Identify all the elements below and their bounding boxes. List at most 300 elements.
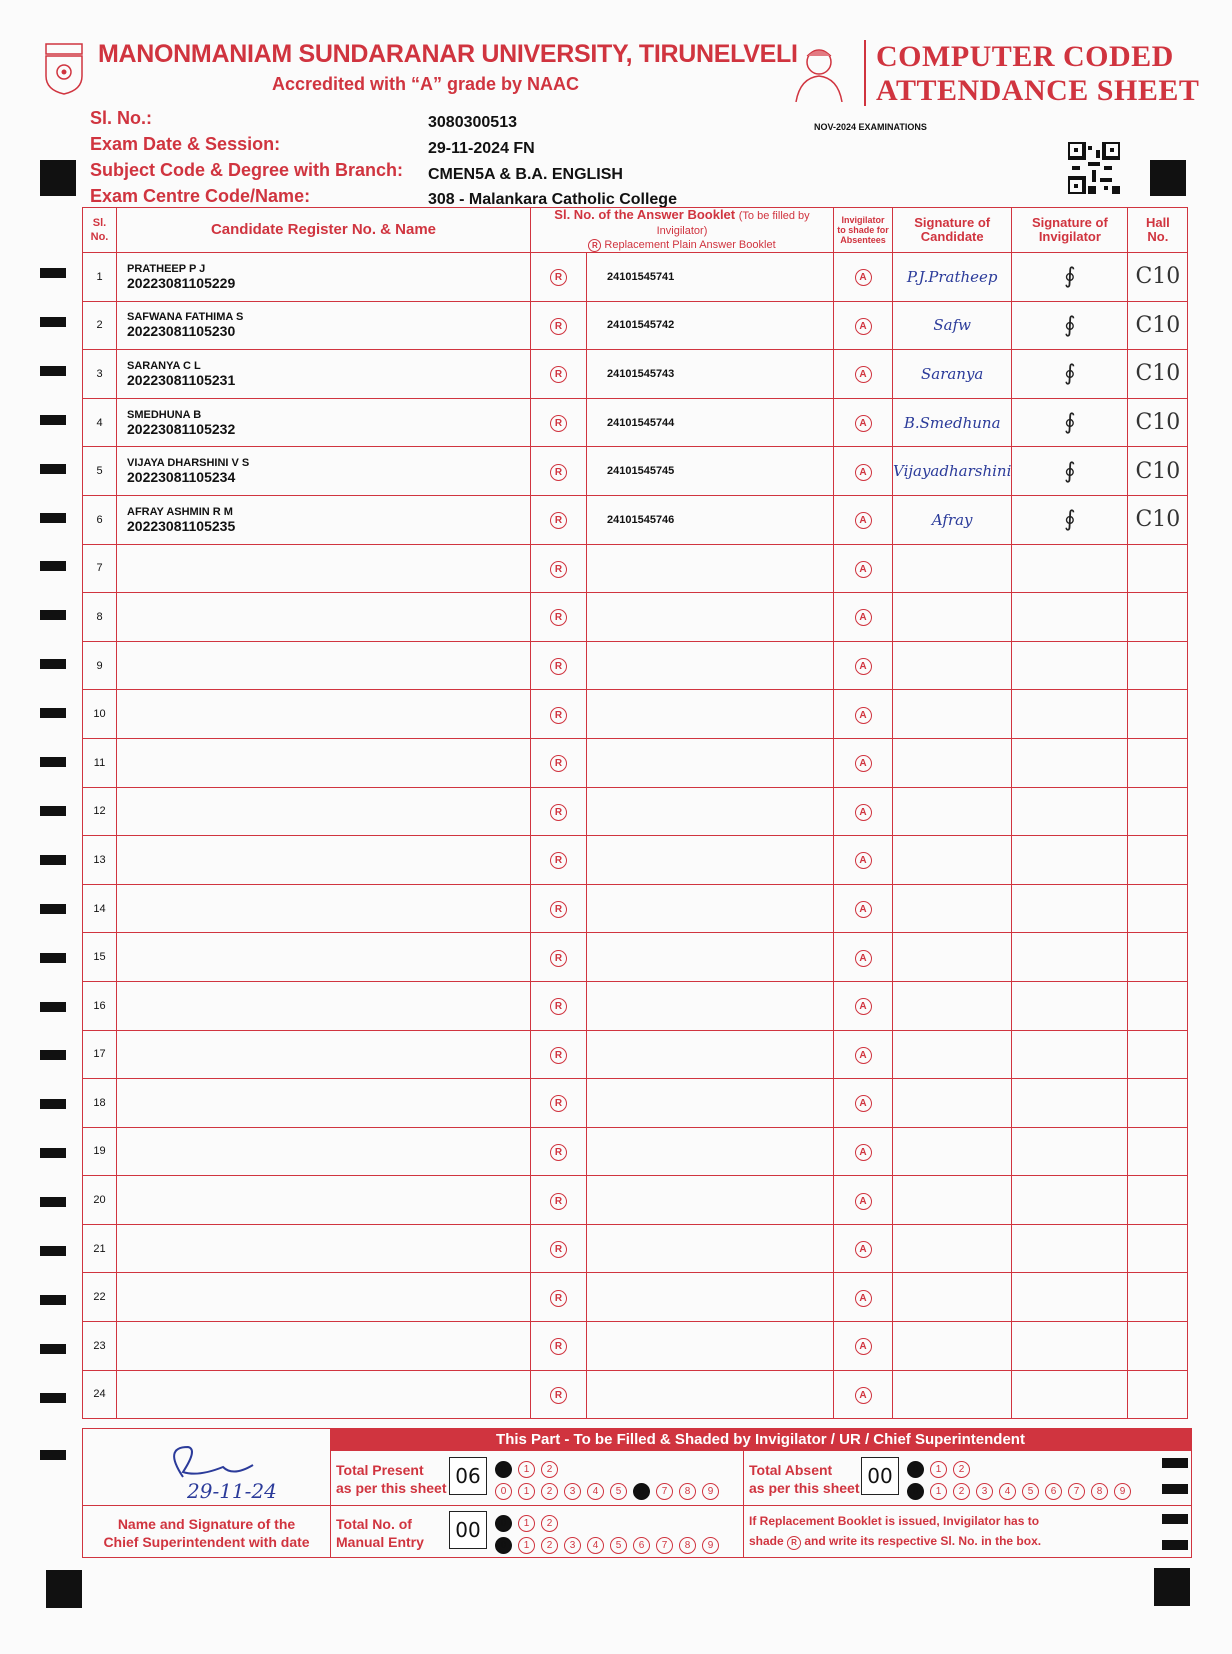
table-row bbox=[83, 738, 1188, 787]
absentee-shade-cell[interactable] bbox=[834, 1370, 893, 1419]
replacement-bubble[interactable]: R bbox=[550, 658, 567, 675]
exam-label: NOV-2024 EXAMINATIONS bbox=[814, 122, 927, 132]
absentee-bubble[interactable]: A bbox=[855, 269, 872, 286]
absentee-bubble[interactable]: A bbox=[855, 1047, 872, 1064]
present-tens-bubble-1[interactable]: 1 bbox=[518, 1461, 535, 1478]
row-sl-no: 9 bbox=[83, 641, 117, 690]
absentee-bubble[interactable]: A bbox=[855, 318, 872, 335]
absentee-shade-cell[interactable] bbox=[834, 544, 893, 593]
invigilator-signature bbox=[1012, 253, 1128, 302]
replacement-shade-cell[interactable] bbox=[531, 1224, 587, 1273]
table-row bbox=[83, 253, 1188, 302]
candidate-cell bbox=[117, 398, 531, 447]
row-sl-no: 23 bbox=[83, 1322, 117, 1371]
replacement-shade-cell[interactable] bbox=[531, 787, 587, 836]
absentee-shade-cell[interactable] bbox=[834, 1079, 893, 1128]
replacement-bubble[interactable]: R bbox=[550, 755, 567, 772]
manual-units-bubble-1[interactable]: 1 bbox=[518, 1537, 535, 1554]
row-sl-no: 19 bbox=[83, 1127, 117, 1176]
candidate-name: SAFWANA FATHIMA S bbox=[127, 311, 244, 324]
absentee-shade-cell[interactable] bbox=[834, 787, 893, 836]
booklet-no-cell[interactable] bbox=[587, 690, 834, 739]
booklet-no-cell[interactable] bbox=[587, 1176, 834, 1225]
table-row bbox=[83, 1127, 1188, 1176]
hall-no bbox=[1128, 933, 1188, 982]
booklet-no-cell[interactable] bbox=[587, 1030, 834, 1079]
manual-units-bubble-9[interactable]: 9 bbox=[702, 1537, 719, 1554]
candidate-register-no: 20223081105232 bbox=[127, 420, 236, 437]
booklet-no-cell[interactable] bbox=[587, 1127, 834, 1176]
candidate-register-no: 20223081105235 bbox=[127, 517, 236, 534]
row-sl-no: 11 bbox=[83, 738, 117, 787]
candidate-cell bbox=[117, 933, 531, 982]
absentee-bubble[interactable]: A bbox=[855, 658, 872, 675]
absentee-bubble[interactable]: A bbox=[855, 1387, 872, 1404]
absent-units-bubble-5[interactable]: 5 bbox=[1022, 1483, 1039, 1500]
table-row bbox=[83, 1030, 1188, 1079]
table-row bbox=[83, 495, 1188, 544]
absentee-shade-cell[interactable] bbox=[834, 641, 893, 690]
absentee-shade-cell[interactable] bbox=[834, 447, 893, 496]
left-timing-mark bbox=[40, 1393, 66, 1403]
absentee-bubble[interactable]: A bbox=[855, 901, 872, 918]
booklet-no-cell[interactable] bbox=[587, 641, 834, 690]
invigilator-signature bbox=[1012, 884, 1128, 933]
invigilator-signature bbox=[1012, 301, 1128, 350]
replacement-shade-cell[interactable] bbox=[531, 1370, 587, 1419]
absent-units-bubble-8[interactable]: 8 bbox=[1091, 1483, 1108, 1500]
replacement-shade-cell[interactable] bbox=[531, 544, 587, 593]
absentee-bubble[interactable]: A bbox=[855, 609, 872, 626]
booklet-no-cell[interactable]: 24101545741 bbox=[587, 253, 834, 302]
absentee-shade-cell[interactable] bbox=[834, 981, 893, 1030]
replacement-shade-cell[interactable] bbox=[531, 398, 587, 447]
absentee-shade-cell[interactable] bbox=[834, 495, 893, 544]
replacement-shade-cell[interactable] bbox=[531, 301, 587, 350]
replacement-bubble[interactable]: R bbox=[550, 852, 567, 869]
replacement-shade-cell[interactable] bbox=[531, 593, 587, 642]
candidate-cell bbox=[117, 447, 531, 496]
absentee-bubble[interactable]: A bbox=[855, 1193, 872, 1210]
replacement-shade-cell[interactable] bbox=[531, 495, 587, 544]
replacement-bubble[interactable]: R bbox=[550, 269, 567, 286]
booklet-no-cell[interactable]: 24101545742 bbox=[587, 301, 834, 350]
present-units-bubble-3[interactable]: 3 bbox=[564, 1483, 581, 1500]
replacement-bubble[interactable]: R bbox=[550, 512, 567, 529]
left-timing-mark bbox=[40, 464, 66, 474]
present-units-bubble-6[interactable]: 6 bbox=[633, 1483, 650, 1500]
booklet-no-cell[interactable] bbox=[587, 738, 834, 787]
absentee-shade-cell[interactable] bbox=[834, 301, 893, 350]
candidate-signature bbox=[893, 1370, 1012, 1419]
hall-no bbox=[1128, 1322, 1188, 1371]
booklet-no-cell[interactable] bbox=[587, 981, 834, 1030]
header-invigilator-shade: Invigilator to shade for Absentees bbox=[834, 208, 893, 253]
manual-units-bubble-8[interactable]: 8 bbox=[679, 1537, 696, 1554]
absentee-bubble[interactable]: A bbox=[855, 1290, 872, 1307]
invigilator-signature bbox=[1012, 1079, 1128, 1128]
candidate-register-no: 20223081105234 bbox=[127, 469, 236, 486]
table-row bbox=[83, 301, 1188, 350]
booklet-no-cell[interactable]: 24101545746 bbox=[587, 495, 834, 544]
row-sl-no: 7 bbox=[83, 544, 117, 593]
manual-units-bubble-4[interactable]: 4 bbox=[587, 1537, 604, 1554]
candidate-cell bbox=[117, 1370, 531, 1419]
chief-superintendent-label: Name and Signature of the Chief Superintendent with date bbox=[103, 1516, 310, 1550]
present-units-bubble-0[interactable]: 0 bbox=[495, 1483, 512, 1500]
absent-units-bubble-9[interactable]: 9 bbox=[1114, 1483, 1131, 1500]
replacement-bubble[interactable]: R bbox=[550, 804, 567, 821]
replacement-shade-cell[interactable] bbox=[531, 738, 587, 787]
replacement-shade-cell[interactable] bbox=[531, 1176, 587, 1225]
candidate-name: VIJAYA DHARSHINI V S bbox=[127, 457, 250, 470]
sheet-title bbox=[876, 40, 1199, 108]
hall-no bbox=[1128, 1030, 1188, 1079]
total-present-tens-bubbles bbox=[495, 1459, 564, 1478]
absentee-bubble[interactable]: A bbox=[855, 804, 872, 821]
absentee-shade-cell[interactable] bbox=[834, 1127, 893, 1176]
replacement-bubble[interactable]: R bbox=[550, 1387, 567, 1404]
present-units-bubble-5[interactable]: 5 bbox=[610, 1483, 627, 1500]
booklet-no-cell[interactable] bbox=[587, 836, 834, 885]
candidate-signature bbox=[893, 933, 1012, 982]
absent-units-bubble-6[interactable]: 6 bbox=[1045, 1483, 1062, 1500]
absent-units-bubble-4[interactable]: 4 bbox=[999, 1483, 1016, 1500]
absentee-bubble[interactable]: A bbox=[855, 464, 872, 481]
absentee-shade-cell[interactable] bbox=[834, 884, 893, 933]
booklet-no-cell[interactable] bbox=[587, 1370, 834, 1419]
absentee-bubble[interactable]: A bbox=[855, 561, 872, 578]
replacement-shade-cell[interactable] bbox=[531, 1273, 587, 1322]
booklet-no-cell[interactable] bbox=[587, 933, 834, 982]
absentee-bubble[interactable]: A bbox=[855, 415, 872, 432]
candidate-signature bbox=[893, 1030, 1012, 1079]
manual-tens-bubble-1[interactable]: 1 bbox=[518, 1515, 535, 1532]
left-timing-mark bbox=[40, 855, 66, 865]
invigilator-signature bbox=[1012, 1176, 1128, 1225]
replacement-shade-cell[interactable] bbox=[531, 933, 587, 982]
row-sl-no: 17 bbox=[83, 1030, 117, 1079]
invigilator-signature bbox=[1012, 1273, 1128, 1322]
absentee-shade-cell[interactable] bbox=[834, 1030, 893, 1079]
replacement-shade-cell[interactable] bbox=[531, 350, 587, 399]
candidate-cell bbox=[117, 495, 531, 544]
absent-units-bubble-3[interactable]: 3 bbox=[976, 1483, 993, 1500]
qr-code bbox=[1068, 142, 1120, 194]
candidate-name: SMEDHUNA B bbox=[127, 408, 202, 421]
left-timing-mark bbox=[40, 1450, 66, 1460]
candidate-signature bbox=[893, 787, 1012, 836]
booklet-no-cell[interactable]: 24101545745 bbox=[587, 447, 834, 496]
absentee-bubble[interactable]: A bbox=[855, 512, 872, 529]
replacement-bubble[interactable]: R bbox=[550, 1290, 567, 1307]
absentee-shade-cell[interactable] bbox=[834, 1224, 893, 1273]
hall-no: C10 bbox=[1128, 398, 1188, 447]
candidate-name: PRATHEEP P J bbox=[127, 262, 206, 275]
manual-tens-bubble-2[interactable]: 2 bbox=[541, 1515, 558, 1532]
hall-no bbox=[1128, 1273, 1188, 1322]
sl-no-value: 3080300513 bbox=[428, 114, 517, 131]
replacement-bubble[interactable]: R bbox=[550, 1047, 567, 1064]
replacement-bubble[interactable]: R bbox=[550, 1338, 567, 1355]
manual-units-bubble-3[interactable]: 3 bbox=[564, 1537, 581, 1554]
invigilator-signature bbox=[1012, 738, 1128, 787]
invigilator-signature bbox=[1012, 1030, 1128, 1079]
absentee-bubble[interactable]: A bbox=[855, 1095, 872, 1112]
absentee-shade-cell[interactable] bbox=[834, 836, 893, 885]
replacement-bubble[interactable]: R bbox=[550, 366, 567, 383]
chief-signature bbox=[153, 1437, 303, 1503]
replacement-shade-cell[interactable] bbox=[531, 836, 587, 885]
candidate-cell bbox=[117, 593, 531, 642]
left-timing-mark bbox=[40, 561, 66, 571]
left-timing-mark bbox=[40, 1099, 66, 1109]
invigilator-signature bbox=[1012, 447, 1128, 496]
invigilator-signature bbox=[1012, 787, 1128, 836]
candidate-name: SARANYA C L bbox=[127, 359, 201, 372]
replacement-bubble[interactable]: R bbox=[550, 998, 567, 1015]
absent-tens-bubble-1[interactable]: 1 bbox=[930, 1461, 947, 1478]
invigilator-signature bbox=[1012, 398, 1128, 447]
candidate-signature bbox=[893, 593, 1012, 642]
absentee-bubble[interactable]: A bbox=[855, 366, 872, 383]
timing-mark-bottom-left bbox=[46, 1570, 82, 1608]
row-sl-no: 14 bbox=[83, 884, 117, 933]
replacement-shade-cell[interactable] bbox=[531, 690, 587, 739]
hall-no bbox=[1128, 738, 1188, 787]
booklet-no-cell[interactable]: 24101545743 bbox=[587, 350, 834, 399]
absentee-shade-cell[interactable] bbox=[834, 690, 893, 739]
replacement-bubble[interactable]: R bbox=[550, 1241, 567, 1258]
replacement-bubble[interactable]: R bbox=[550, 561, 567, 578]
absent-tens-bubble-2[interactable]: 2 bbox=[953, 1461, 970, 1478]
table-row bbox=[83, 1322, 1188, 1371]
invigilator-signature bbox=[1012, 1322, 1128, 1371]
absent-units-bubble-2[interactable]: 2 bbox=[953, 1483, 970, 1500]
left-timing-mark bbox=[40, 1246, 66, 1256]
table-row bbox=[83, 593, 1188, 642]
absentee-shade-cell[interactable] bbox=[834, 350, 893, 399]
left-timing-mark bbox=[40, 1295, 66, 1305]
header-signature-invigilator: Signature of Invigilator bbox=[1012, 208, 1128, 253]
left-timing-mark bbox=[40, 1148, 66, 1158]
hall-no bbox=[1128, 1176, 1188, 1225]
replacement-bubble[interactable]: R bbox=[550, 707, 567, 724]
table-row bbox=[83, 981, 1188, 1030]
replacement-bubble[interactable]: R bbox=[550, 1095, 567, 1112]
invigilator-signature bbox=[1012, 593, 1128, 642]
absentee-bubble[interactable]: A bbox=[855, 707, 872, 724]
hall-no bbox=[1128, 593, 1188, 642]
table-row bbox=[83, 641, 1188, 690]
manual-units-bubble-6[interactable]: 6 bbox=[633, 1537, 650, 1554]
replacement-bubble[interactable]: R bbox=[550, 1144, 567, 1161]
present-units-bubble-9[interactable]: 9 bbox=[702, 1483, 719, 1500]
replacement-shade-cell[interactable] bbox=[531, 1127, 587, 1176]
header-booklet: Sl. No. of the Answer Booklet (To be filled by Invigilator) R Replacement Plain Answer Booklet bbox=[531, 208, 834, 253]
present-units-bubble-7[interactable]: 7 bbox=[656, 1483, 673, 1500]
replacement-bubble[interactable]: R bbox=[550, 415, 567, 432]
replacement-bubble[interactable]: R bbox=[550, 1193, 567, 1210]
table-row bbox=[83, 1273, 1188, 1322]
absentee-shade-cell[interactable] bbox=[834, 593, 893, 642]
left-timing-mark bbox=[40, 659, 66, 669]
candidate-signature bbox=[893, 738, 1012, 787]
row-sl-no: 16 bbox=[83, 981, 117, 1030]
booklet-no-cell[interactable] bbox=[587, 593, 834, 642]
replacement-shade-cell[interactable] bbox=[531, 1322, 587, 1371]
absentee-bubble[interactable]: A bbox=[855, 1144, 872, 1161]
row-sl-no: 2 bbox=[83, 301, 117, 350]
hall-no bbox=[1128, 641, 1188, 690]
replacement-shade-cell[interactable] bbox=[531, 253, 587, 302]
present-units-bubble-1[interactable]: 1 bbox=[518, 1483, 535, 1500]
absentee-bubble[interactable]: A bbox=[855, 1241, 872, 1258]
booklet-no-cell[interactable] bbox=[587, 1273, 834, 1322]
replacement-bubble[interactable]: R bbox=[550, 901, 567, 918]
present-tens-bubble-0[interactable]: 0 bbox=[495, 1461, 512, 1478]
row-sl-no: 22 bbox=[83, 1273, 117, 1322]
manual-tens-bubble-0[interactable]: 0 bbox=[495, 1515, 512, 1532]
total-present-unit-bubbles bbox=[495, 1481, 725, 1500]
replacement-shade-cell[interactable] bbox=[531, 981, 587, 1030]
candidate-signature: Safw bbox=[893, 301, 1012, 350]
portrait-image bbox=[788, 40, 850, 102]
row-sl-no: 3 bbox=[83, 350, 117, 399]
invigilator-signature bbox=[1012, 1370, 1128, 1419]
absentee-bubble[interactable]: A bbox=[855, 755, 872, 772]
replacement-note: If Replacement Booklet is issued, Invigilator has to shade R and write its respective Sl. No. in the box. bbox=[749, 1514, 1042, 1548]
candidate-cell bbox=[117, 301, 531, 350]
candidate-cell bbox=[117, 1079, 531, 1128]
booklet-no-cell[interactable] bbox=[587, 544, 834, 593]
hall-no bbox=[1128, 1370, 1188, 1419]
hall-no bbox=[1128, 1127, 1188, 1176]
row-sl-no: 8 bbox=[83, 593, 117, 642]
header-hall-no: Hall No. bbox=[1128, 208, 1188, 253]
candidate-signature bbox=[893, 1176, 1012, 1225]
table-row bbox=[83, 933, 1188, 982]
present-units-bubble-4[interactable]: 4 bbox=[587, 1483, 604, 1500]
present-units-bubble-8[interactable]: 8 bbox=[679, 1483, 696, 1500]
candidate-signature bbox=[893, 836, 1012, 885]
booklet-no-cell[interactable] bbox=[587, 1079, 834, 1128]
header-candidate: Candidate Register No. & Name bbox=[117, 208, 531, 253]
row-sl-no: 4 bbox=[83, 398, 117, 447]
candidate-signature: B.Smedhuna bbox=[893, 398, 1012, 447]
total-absent-box[interactable]: 00 bbox=[861, 1457, 899, 1495]
absentee-bubble[interactable]: A bbox=[855, 950, 872, 967]
total-present-box[interactable]: 06 bbox=[449, 1457, 487, 1495]
absentee-shade-cell[interactable] bbox=[834, 1273, 893, 1322]
replacement-shade-cell[interactable] bbox=[531, 1030, 587, 1079]
invigilator-signature-mark: ∮ bbox=[1064, 458, 1076, 484]
table-row bbox=[83, 544, 1188, 593]
sl-no-label: Sl. No.: bbox=[90, 108, 152, 128]
absent-units-bubble-1[interactable]: 1 bbox=[930, 1483, 947, 1500]
left-timing-mark bbox=[40, 415, 66, 425]
replacement-symbol: R bbox=[588, 239, 601, 252]
table-row bbox=[83, 1079, 1188, 1128]
absentee-shade-cell[interactable] bbox=[834, 253, 893, 302]
present-units-bubble-2[interactable]: 2 bbox=[541, 1483, 558, 1500]
hall-no bbox=[1128, 1224, 1188, 1273]
row-sl-no: 21 bbox=[83, 1224, 117, 1273]
replacement-shade-cell[interactable] bbox=[531, 641, 587, 690]
exam-date-label: Exam Date & Session: bbox=[90, 134, 281, 154]
absentee-bubble[interactable]: A bbox=[855, 852, 872, 869]
left-timing-mark bbox=[40, 1344, 66, 1354]
candidate-signature: Saranya bbox=[893, 350, 1012, 399]
booklet-no-cell[interactable] bbox=[587, 787, 834, 836]
replacement-bubble[interactable]: R bbox=[550, 318, 567, 335]
university-name: MANONMANIAM SUNDARANAR UNIVERSITY, TIRUNELVELI bbox=[98, 40, 798, 68]
left-timing-mark bbox=[40, 1197, 66, 1207]
replacement-shade-cell[interactable] bbox=[531, 447, 587, 496]
absent-tens-bubble-0[interactable]: 0 bbox=[907, 1461, 924, 1478]
hall-no bbox=[1128, 787, 1188, 836]
centre-label: Exam Centre Code/Name: bbox=[90, 186, 311, 206]
manual-entry-box[interactable]: 00 bbox=[449, 1511, 487, 1549]
left-timing-mark bbox=[40, 904, 66, 914]
manual-units-bubble-7[interactable]: 7 bbox=[656, 1537, 673, 1554]
subject-value: CMEN5A & B.A. ENGLISH bbox=[428, 166, 623, 183]
absentee-shade-cell[interactable] bbox=[834, 1322, 893, 1371]
footer-mid-divider bbox=[743, 1451, 744, 1557]
absentee-bubble[interactable]: A bbox=[855, 998, 872, 1015]
candidate-cell bbox=[117, 1176, 531, 1225]
present-tens-bubble-2[interactable]: 2 bbox=[541, 1461, 558, 1478]
invigilator-signature bbox=[1012, 544, 1128, 593]
absentee-shade-cell[interactable] bbox=[834, 933, 893, 982]
replacement-shade-cell[interactable] bbox=[531, 1079, 587, 1128]
candidate-cell bbox=[117, 836, 531, 885]
replacement-bubble[interactable]: R bbox=[550, 609, 567, 626]
candidate-cell bbox=[117, 884, 531, 933]
row-sl-no: 1 bbox=[83, 253, 117, 302]
candidate-cell bbox=[117, 690, 531, 739]
replacement-bubble[interactable]: R bbox=[550, 950, 567, 967]
candidate-cell bbox=[117, 1322, 531, 1371]
absentee-shade-cell[interactable] bbox=[834, 738, 893, 787]
hall-no bbox=[1128, 836, 1188, 885]
booklet-no-cell[interactable] bbox=[587, 1322, 834, 1371]
absent-units-bubble-0[interactable]: 0 bbox=[907, 1483, 924, 1500]
manual-units-bubble-0[interactable]: 0 bbox=[495, 1537, 512, 1554]
hall-no: C10 bbox=[1128, 253, 1188, 302]
invigilator-signature bbox=[1012, 350, 1128, 399]
booklet-no-cell[interactable] bbox=[587, 1224, 834, 1273]
replacement-shade-cell[interactable] bbox=[531, 884, 587, 933]
replacement-bubble[interactable]: R bbox=[550, 464, 567, 481]
row-sl-no: 13 bbox=[83, 836, 117, 885]
candidate-register-no: 20223081105229 bbox=[127, 274, 236, 291]
booklet-no-cell[interactable]: 24101545744 bbox=[587, 398, 834, 447]
candidate-cell bbox=[117, 641, 531, 690]
manual-units-bubble-2[interactable]: 2 bbox=[541, 1537, 558, 1554]
table-row bbox=[83, 836, 1188, 885]
booklet-no-cell[interactable] bbox=[587, 884, 834, 933]
invigilator-signature bbox=[1012, 690, 1128, 739]
absent-units-bubble-7[interactable]: 7 bbox=[1068, 1483, 1085, 1500]
absentee-shade-cell[interactable] bbox=[834, 1176, 893, 1225]
absentee-shade-cell[interactable] bbox=[834, 398, 893, 447]
left-timing-mark bbox=[40, 513, 66, 523]
absentee-bubble[interactable]: A bbox=[855, 1338, 872, 1355]
row-sl-no: 10 bbox=[83, 690, 117, 739]
left-timing-mark bbox=[40, 366, 66, 376]
manual-units-bubble-5[interactable]: 5 bbox=[610, 1537, 627, 1554]
